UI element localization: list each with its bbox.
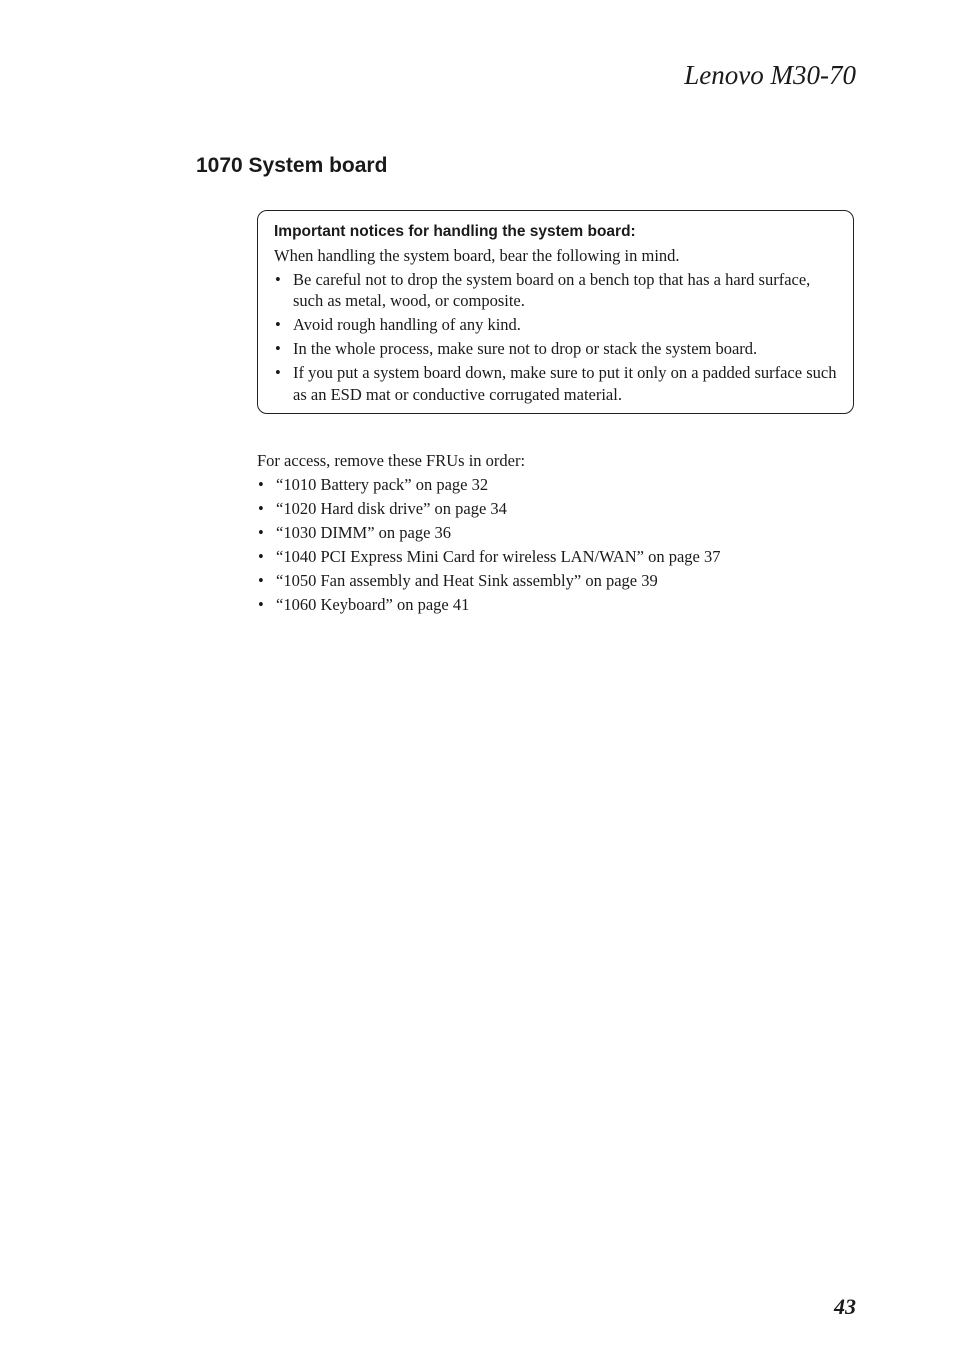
notice-list-item — [274, 362, 837, 405]
document-header-title: Lenovo M30-70 — [684, 60, 856, 90]
notice-item-text: If you put a system board down, make sure to put it only on a padded surface such as an ESD mat or conductive corrugated material. — [293, 363, 837, 404]
notice-list-item — [274, 314, 837, 336]
fru-link-item — [257, 570, 857, 592]
bullet-icon: • — [258, 523, 264, 542]
fru-link-item — [257, 546, 857, 568]
bullet-icon: • — [275, 363, 281, 382]
bullet-icon: • — [258, 547, 264, 566]
notice-list-item — [274, 269, 837, 312]
fru-access-list — [257, 474, 857, 616]
notice-list-item — [274, 338, 837, 360]
bullet-icon: • — [275, 339, 281, 358]
fru-access-section — [257, 450, 857, 618]
notice-heading: Important notices for handling the system board: — [274, 223, 636, 240]
notice-item-text: Be careful not to drop the system board on a bench top that has a hard surface, such as metal, wood, or composite. — [293, 269, 811, 310]
fru-cross-reference-link[interactable]: “1060 Keyboard” on page 41 — [276, 595, 470, 614]
bullet-icon: • — [258, 499, 264, 518]
section-heading: 1070 System board — [196, 154, 388, 177]
fru-cross-reference-link[interactable]: “1020 Hard disk drive” on page 34 — [276, 499, 507, 518]
page-number: 43 — [834, 1294, 856, 1319]
bullet-icon: • — [275, 269, 281, 289]
notice-list — [274, 269, 837, 406]
important-notice-box — [257, 210, 854, 414]
notice-item-text: Avoid rough handling of any kind. — [293, 315, 521, 334]
bullet-icon: • — [275, 315, 281, 334]
fru-link-item — [257, 498, 857, 520]
fru-cross-reference-link[interactable]: “1010 Battery pack” on page 32 — [276, 475, 489, 494]
fru-link-item — [257, 522, 857, 544]
fru-access-intro: For access, remove these FRUs in order: — [257, 451, 526, 470]
fru-cross-reference-link[interactable]: “1030 DIMM” on page 36 — [276, 523, 452, 542]
bullet-icon: • — [258, 595, 264, 614]
bullet-icon: • — [258, 475, 264, 494]
fru-cross-reference-link[interactable]: “1040 PCI Express Mini Card for wireless LAN/WAN” on page 37 — [276, 547, 721, 566]
bullet-icon: • — [258, 571, 264, 590]
fru-link-item — [257, 594, 857, 616]
notice-item-text: In the whole process, make sure not to drop or stack the system board. — [293, 339, 758, 358]
fru-link-item — [257, 474, 857, 496]
notice-intro: When handling the system board, bear the following in mind. — [274, 246, 680, 265]
fru-cross-reference-link[interactable]: “1050 Fan assembly and Heat Sink assembly” on page 39 — [276, 571, 658, 590]
